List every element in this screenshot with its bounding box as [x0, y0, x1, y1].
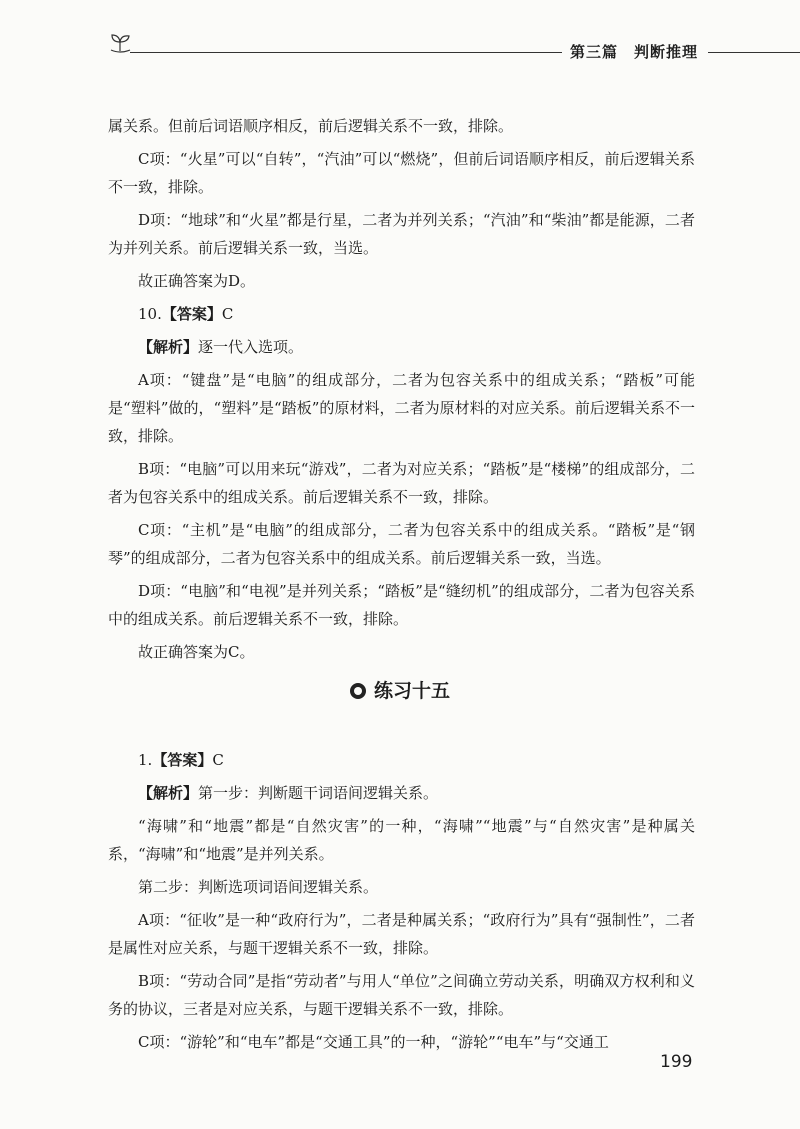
- question-number: 10.: [138, 305, 162, 323]
- paragraph: C项：“主机”是“电脑”的组成部分，二者为包容关系中的组成关系。“踏板”是“钢琴”的组成部分，二者为包容关系中的组成关系。前后逻辑关系一致，当选。: [108, 521, 695, 567]
- answer-block-part2: [108, 746, 695, 1056]
- question-1-analysis: [108, 779, 695, 807]
- answer-tag: 【答案】: [161, 305, 222, 323]
- sprout-icon: [108, 30, 138, 54]
- question-10-analysis: [108, 333, 695, 361]
- paragraph: B项：“电脑”可以用来玩“游戏”，二者为对应关系；“踏板”是“楼梯”的组成部分，二者为包容关系中的组成关系。前后逻辑关系不一致，排除。: [108, 460, 695, 506]
- answer-value: C: [212, 751, 224, 769]
- flower-icon: [350, 683, 366, 699]
- paragraph: C项：“游轮”和“电车”都是“交通工具”的一种，“游轮”“电车”与“交通工: [138, 1033, 609, 1051]
- paragraph: B项：“劳动合同”是指“劳动者”与用人“单位”之间确立劳动关系，明确双方权利和义务的协议，三者是对应关系，与题干逻辑关系不一致，排除。: [108, 972, 695, 1018]
- header-rule-right: [708, 52, 800, 53]
- paragraph: D项：“电脑”和“电视”是并列关系；“踏板”是“缝纫机”的组成部分，二者为包容关系中的组成关系。前后逻辑关系不一致，排除。: [108, 582, 695, 628]
- answer-value: C: [221, 305, 234, 323]
- analysis-tag: 【解析】: [138, 338, 199, 356]
- paragraph: 第二步：判断选项词语间逻辑关系。: [138, 878, 379, 896]
- question-number: 1.: [138, 751, 153, 769]
- paragraph: “海啸”和“地震”都是“自然灾害”的一种，“海啸”“地震”与“自然灾害”是种属关系，“海啸”和“地震”是并列关系。: [108, 817, 695, 863]
- running-header: [108, 30, 708, 66]
- paragraph: 属关系。但前后词语顺序相反，前后逻辑关系不一致，排除。: [108, 117, 514, 135]
- answer-block-part1: [108, 112, 695, 666]
- paragraph: A项：“征收”是一种“政府行为”，二者是种属关系；“政府行为”具有“强制性”，二者是属性对应关系，与题干逻辑关系不一致，排除。: [108, 911, 695, 957]
- analysis-tag: 【解析】: [138, 784, 199, 802]
- section-title-text: 练习十五: [373, 680, 450, 702]
- analysis-text: 逐一代入选项。: [198, 338, 304, 356]
- paragraph: C项：“火星”可以“自转”，“汽油”可以“燃烧”，但前后词语顺序相反，前后逻辑关系不一致，排除。: [108, 150, 695, 196]
- analysis-text: 第一步：判断题干词语间逻辑关系。: [198, 784, 439, 802]
- header-title: 第三篇 判断推理: [570, 43, 699, 61]
- page-number: 199: [660, 1052, 693, 1072]
- paragraph: A项：“键盘”是“电脑”的组成部分，二者为包容关系中的组成关系；“踏板”可能是“塑料”做的，“塑料”是“踏板”的原材料，二者为原材料的对应关系。前后逻辑关系不一致，排除。: [108, 371, 695, 445]
- header-rule-left: [130, 52, 562, 53]
- paragraph: D项：“地球”和“火星”都是行星，二者为并列关系；“汽油”和“柴油”都是能源，二者为并列关系。前后逻辑关系一致，当选。: [108, 211, 695, 257]
- paragraph: 故正确答案为C。: [138, 643, 255, 661]
- question-10-answer: [108, 300, 695, 328]
- question-1-answer: [108, 746, 695, 774]
- answer-tag: 【答案】: [152, 751, 213, 769]
- section-title: [0, 676, 800, 703]
- paragraph: 故正确答案为D。: [138, 272, 256, 290]
